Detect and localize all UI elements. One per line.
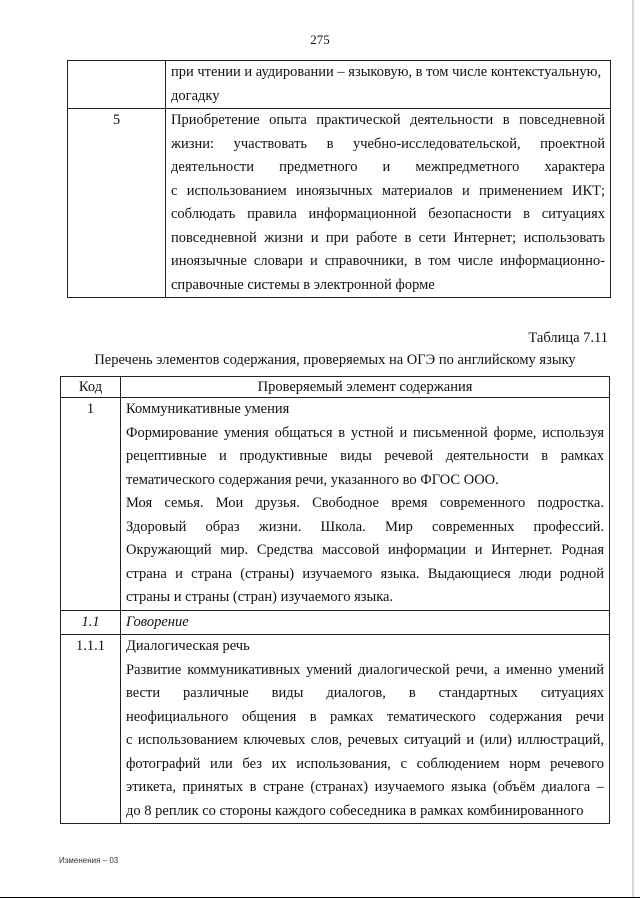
table-row [68, 109, 611, 298]
row-text [121, 610, 610, 635]
row-text [121, 398, 610, 611]
text-line: повседневной жизни и при работе в сети Интернет; использовать [171, 229, 605, 246]
text-line: Говорение [126, 613, 189, 630]
table-header-row [61, 377, 610, 398]
text-line: Здоровый образ жизни. Школа. Мир современных профессий. [126, 518, 604, 535]
table-top [67, 60, 611, 298]
table-number: Таблица 7.11 [528, 330, 608, 346]
table-caption: Перечень элементов содержания, проверяемых на ОГЭ по английскому языку [94, 352, 576, 368]
page-number: 275 [310, 32, 330, 47]
table-row [61, 635, 610, 824]
row-code: 1 [61, 398, 121, 611]
text-line: справочные системы в электронной форме [171, 276, 435, 293]
row-code: 1.1.1 [61, 635, 121, 824]
text-line: Окружающий мир. Средства массовой информации и Интернет. Родная [126, 542, 604, 558]
row-code [68, 61, 166, 109]
header-code: Код [61, 377, 121, 398]
row-text [121, 635, 610, 824]
header-element: Проверяемый элемент содержания [121, 377, 610, 398]
table-row [61, 398, 610, 611]
footer-revision: Изменения – 03 [59, 856, 119, 865]
text-line: вести различные виды диалогов, в стандартных ситуациях [126, 685, 604, 701]
text-line: фотографий или без их использования, с соблюдением норм речевого [126, 755, 604, 772]
text-line: этикета, принятых в стране (странах) изучаемого языка (объём диалога – [126, 779, 604, 795]
text-line: страны и страны (стран) изучаемого языка. [126, 589, 394, 605]
table-row [61, 610, 610, 635]
text-line: рецептивные и продуктивные виды речевой деятельности в рамках [126, 448, 604, 464]
row-code: 5 [68, 109, 166, 298]
text-line: до 8 реплик со стороны каждого собеседника в рамках комбинированного [126, 802, 584, 819]
text-line: Коммуникативные умения [126, 401, 290, 417]
row-code: 1.1 [61, 610, 121, 635]
text-line: Диалогическая речь [126, 638, 250, 654]
text-line: страна и страна (страны) изучаемого языка. Выдающиеся люди родной [126, 565, 604, 582]
text-line: догадку [171, 87, 220, 104]
text-line: тематического содержания речи, указанного во ФГОС ООО. [126, 471, 499, 488]
text-line: Приобретение опыта практической деятельности в повседневной [171, 112, 605, 128]
text-line: Формирование умения общаться в устной и письменной форме, используя [126, 424, 604, 441]
text-line: соблюдать правила информационной безопасности в ситуациях [171, 206, 605, 222]
text-line: при чтении и аудировании – языковую, в том числе контекстуальную, [171, 64, 602, 80]
text-line: с использованием ключевых слов, речевых ситуаций и (или) иллюстраций, [126, 732, 604, 748]
table-content-elements [60, 376, 610, 824]
row-text [166, 109, 611, 298]
text-line: жизни: участвовать в учебно-исследовательской, проектной [171, 135, 605, 152]
text-line: с использованием иноязычных материалов и применением ИКТ; [171, 182, 605, 199]
table-row [68, 61, 611, 109]
text-line: Моя семья. Мои друзья. Свободное время современного подростка. [126, 495, 604, 511]
text-line: Развитие коммуникативных умений диалогической речи, а именно умений [126, 661, 604, 678]
text-line: неофициального общения в рамках тематического содержания речи [126, 708, 604, 725]
row-text [166, 61, 611, 109]
text-line: иноязычные словари и справочники, в том числе информационно- [171, 253, 605, 269]
text-line: деятельности предметного и межпредметного характера [171, 159, 605, 175]
scan-edge [632, 0, 634, 898]
